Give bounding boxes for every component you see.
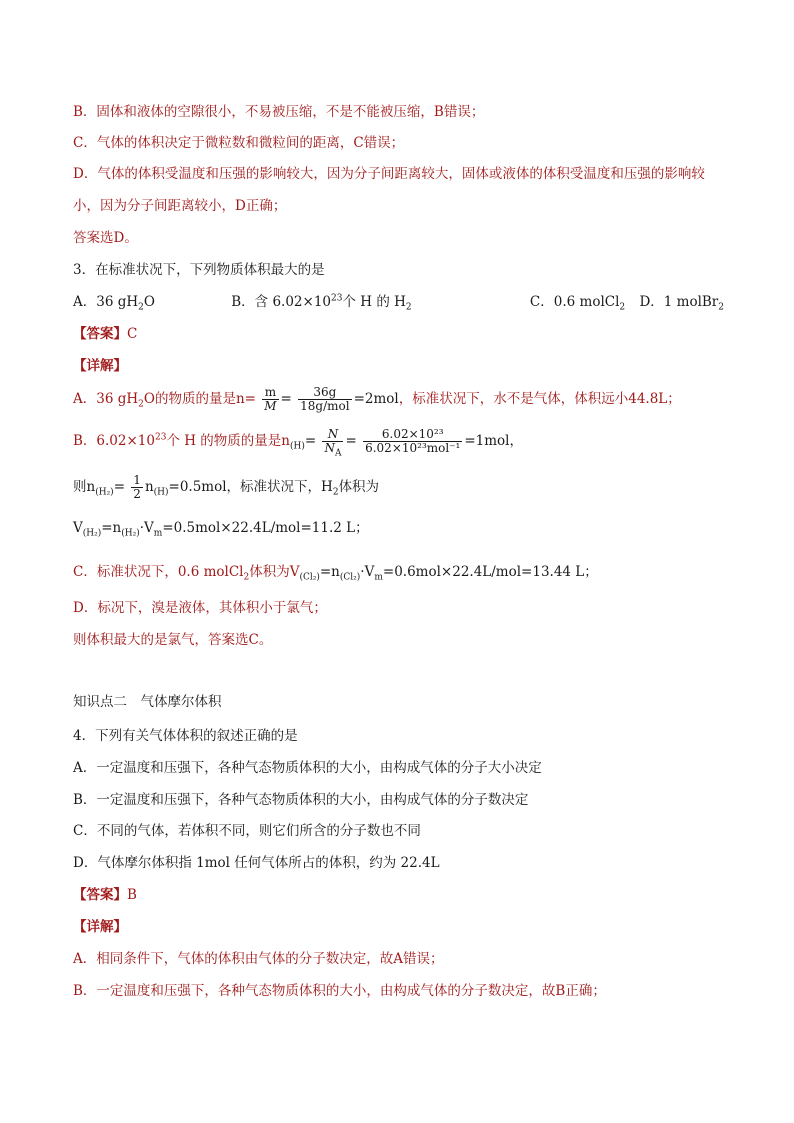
fraction-36g-over-18gmol: $\frac{36g}{\text{18g/mol}}$ (300, 385, 350, 413)
explanation-line-c: C．气体的体积决定于微粒数和微粒间的距离，C错误； (73, 135, 405, 151)
q3-options (73, 292, 724, 312)
explanation-line-b: B．固体和液体的空隙很小，不易被压缩，不是不能被压缩，B错误； (73, 104, 485, 120)
q4-option-c: C．不同的气体，若体积不同，则它们所含的分子数也不同 (73, 823, 421, 839)
q4-option-d: D．气体摩尔体积指 1mol 任何气体所占的体积，约为 22.4L (73, 855, 440, 871)
section-heading: 知识点二 气体摩尔体积 (73, 694, 222, 710)
q3-detail-b-cont: 则$n_{(H_2)}=$ $\frac{1}{2}$ $n_{(H)}=0.5mol$，标准状况下，$H_2$体积为 (73, 473, 380, 501)
q3-option-d: D．1 molBr$_2$ (639, 294, 724, 313)
q3-option-c: C．0.6 molCl$_2$ (529, 294, 626, 313)
explanation-line-d: D．气体的体积受温度和压强的影响较大，因为分子间距离较大，固体或液体的体积受温度和压强的影响较 (73, 166, 705, 182)
fraction-m-over-M: $\frac{m}{M}$ (264, 385, 277, 413)
q3-detail-b-volume: $V_{(H_2)}=n_{(H_2)}\cdot V_m=0.5mol\times 22.4L/mol=11.2$ L； (73, 520, 369, 539)
q4-option-b: B．一定温度和压强下，各种气态物质体积的大小，由构成气体的分子数决定 (73, 792, 529, 808)
q3-conclusion: 则体积最大的是氯气，答案选C。 (73, 632, 273, 648)
q3-detail-label: 【详解】 (73, 358, 127, 374)
q4-detail-b: B．一定温度和压强下，各种气态物质体积的大小，由构成气体的分子数决定，故B正确； (73, 983, 606, 999)
q4-detail-label: 【详解】 (73, 919, 127, 935)
fraction-one-half: $\frac{1}{2}$ (133, 473, 141, 501)
q3-option-b: B．含 $6.02\times 10^{23}$个 H 的 $H_2$ (231, 293, 412, 313)
explanation-line-d-cont: 小，因为分子间距离较小，D正确； (73, 198, 287, 214)
fraction-N-over-NA: $\frac{N}{N_A}$ (324, 427, 342, 459)
q3-stem: 3．在标准状况下，下列物质体积最大的是 (73, 262, 325, 278)
q3-detail-d: D．标况下，溴是液体，其体积小于氯气； (73, 600, 327, 616)
q4-answer: 【答案】B (73, 887, 137, 903)
fraction-avogadro: $\frac{\text{6.02×10²³}}{\text{6.02×10²³mol⁻¹}}$ (365, 427, 461, 455)
answer-conclusion: 答案选D。 (73, 230, 138, 246)
q3-detail-b: B．$6.02\times 10^{23}$个 H 的物质的量是$n_{(H)}=$ $\frac{N}{N_A}$ = $\frac{\text{6.02×10²³}}{\text{6.02×10²³mol⁻¹}}$ =1mol， (73, 427, 523, 459)
q4-stem: 4．下列有关气体体积的叙述正确的是 (73, 728, 298, 744)
q3-detail-a: A．36 $gH_2O$的物质的量是n= $\frac{m}{M}$ = $\frac{36g}{\text{18g/mol}}$ =2mol，标准状况下，水不是气体，体积远小44.8L； (73, 385, 681, 413)
q3-detail-c: C．标准状况下，0.6 molCl$_2$体积为$V_{(Cl_2)}=n_{(Cl_2)}\cdot V_m=0.6mol\times 22.4L/mol=13.44$ L； (73, 564, 598, 583)
q4-option-a: A．一定温度和压强下，各种气态物质体积的大小，由构成气体的分子大小决定 (73, 760, 542, 776)
q3-option-a: A．36 $gH_2O$ (73, 294, 155, 313)
q4-detail-a: A．相同条件下，气体的体积由气体的分子数决定，故A错误； (73, 951, 444, 967)
q3-answer: 【答案】C (73, 326, 138, 342)
